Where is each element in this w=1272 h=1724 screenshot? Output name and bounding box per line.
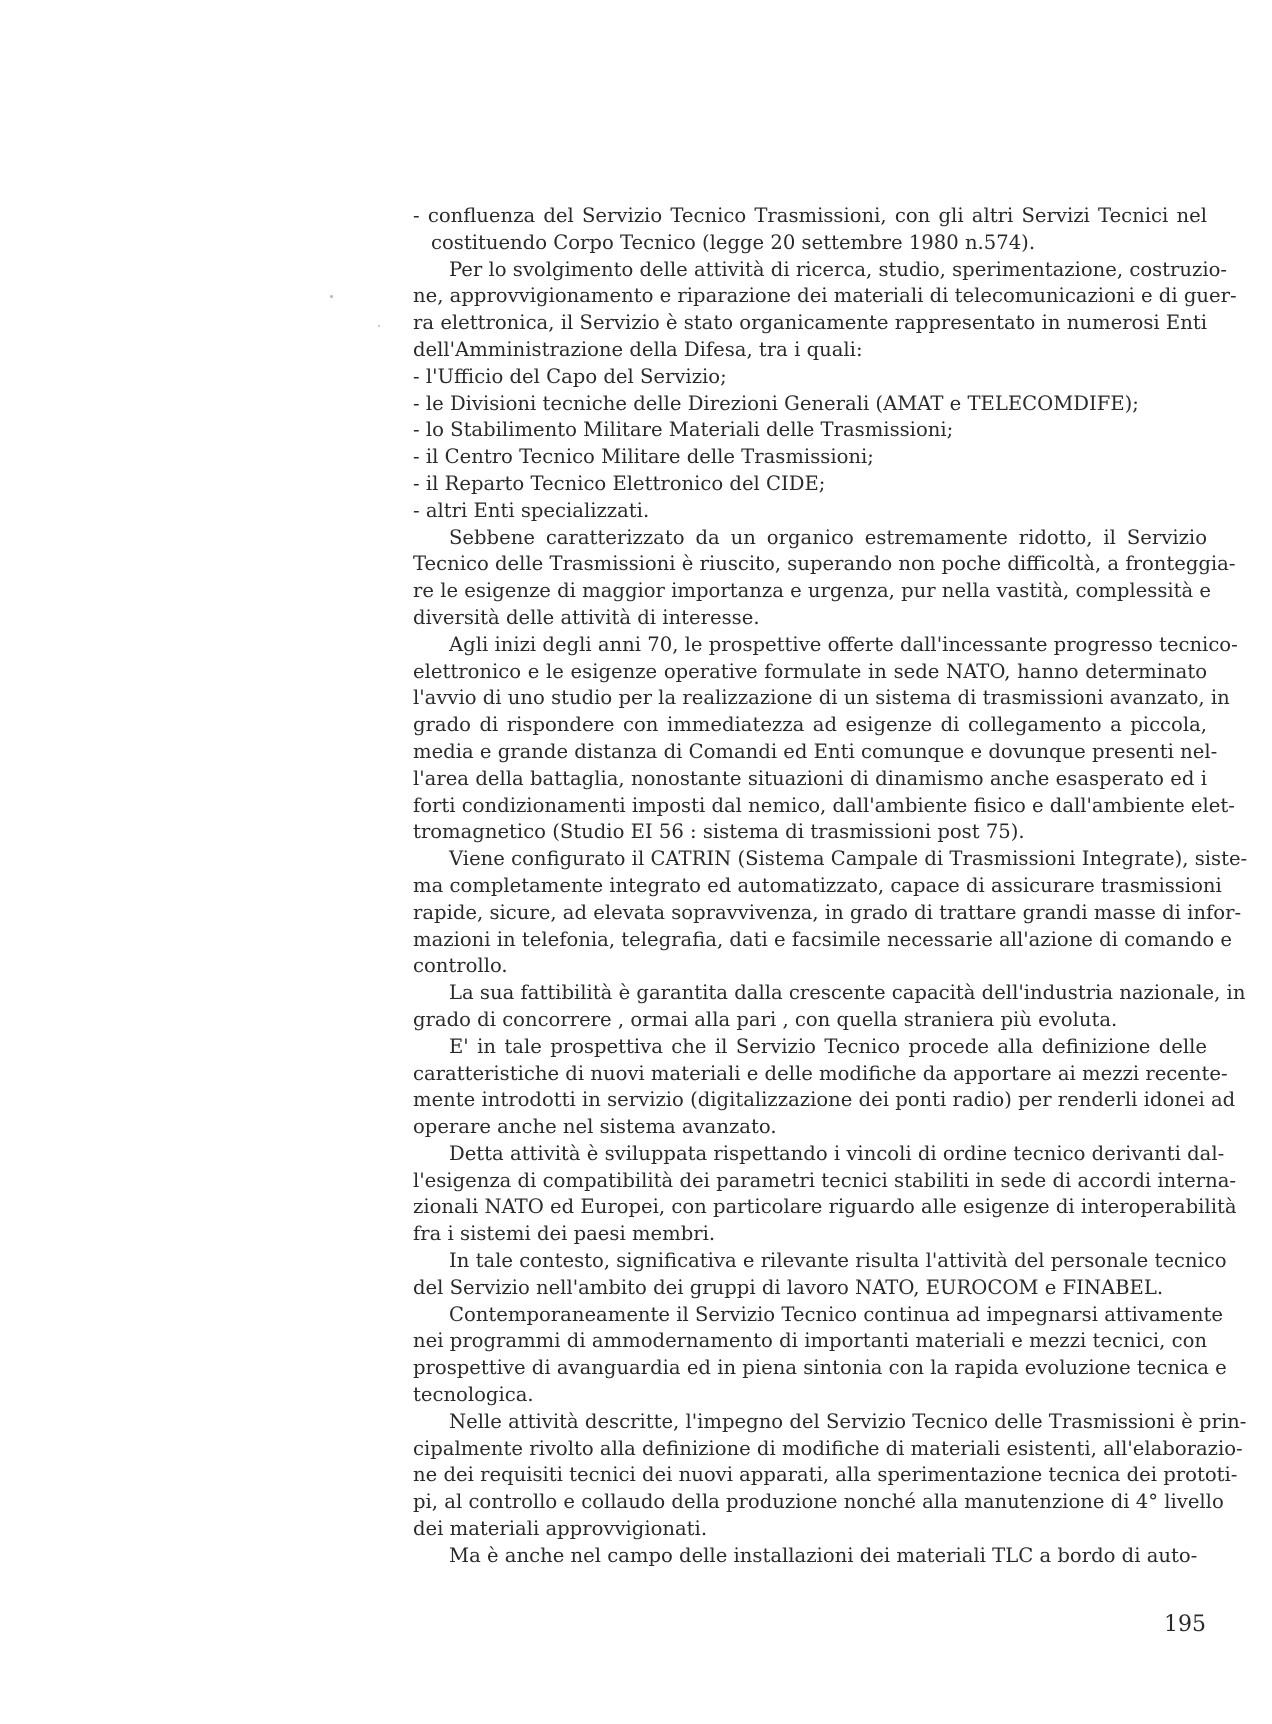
paragraph [413,525,1236,632]
text-line: cipalmente rivolto alla definizione di modifiche di materiali esistenti, all'elaborazio- [413,1436,1243,1460]
paragraph [413,417,1207,444]
text-line: grado di rispondere con immediatezza ad esigenze di collegamento a piccola, [413,713,1207,737]
paragraph [413,391,1207,418]
text-line: del Servizio nell'ambito dei gruppi di lavoro NATO, EUROCOM e FINABEL. [413,1275,1164,1299]
paragraph [413,1409,1247,1543]
text-line: fra i sistemi dei paesi membri. [413,1222,716,1246]
text-line: ne dei requisiti tecnici dei nuovi apparati, alla sperimentazione tecnica dei prototi- [413,1463,1238,1487]
scan-speck [378,325,380,327]
text-line: In tale contesto, significativa e rilevante risulta l'attività del personale tecnico [449,1249,1227,1273]
text-line: Viene configurato il CATRIN (Sistema Campale di Trasmissioni Integrate), siste- [449,847,1248,871]
text-line: controllo. [413,954,508,978]
text-line: mazioni in telefonia, telegrafia, dati e facsimile necessarie all'azione di comando e [413,927,1232,951]
text-line: grado di concorrere , ormai alla pari , con quella straniera più evoluta. [413,1007,1118,1031]
text-line: costituendo Corpo Tecnico (legge 20 settembre 1980 n.574). [431,230,1036,254]
text-line: ne, approvvigionamento e riparazione dei materiali di telecomunicazioni e di guer- [413,284,1237,308]
text-line: - le Divisioni tecniche delle Direzioni Generali (AMAT e TELECOMDIFE); [413,391,1139,415]
text-line: Sebbene caratterizzato da un organico estremamente ridotto, il Servizio [449,525,1207,549]
text-line: dell'Amministrazione della Difesa, tra i quali: [413,337,863,361]
paragraph [413,444,1207,471]
text-line: re le esigenze di maggior importanza e urgenza, pur nella vastità, complessità e [413,579,1212,603]
text-line: media e grande distanza di Comandi ed Enti comunque e dovunque presenti nel- [413,739,1218,763]
text-line: rapide, sicure, ad elevata sopravvivenza, in grado di trattare grandi masse di infor- [413,900,1242,924]
text-line: Per lo svolgimento delle attività di ricerca, studio, sperimentazione, costruzio- [449,257,1228,281]
text-line: l'area della battaglia, nonostante situazioni di dinamismo anche esasperato ed i [413,766,1207,790]
paragraph [413,471,1207,498]
text-line: - il Reparto Tecnico Elettronico del CIDE; [413,471,826,495]
text-line: E' in tale prospettiva che il Servizio Tecnico procede alla definizione delle [449,1034,1207,1058]
paragraph [413,1034,1236,1141]
text-line: prospettive di avanguardia ed in piena sintonia con la rapida evoluzione tecnica e [413,1356,1227,1380]
text-line: - lo Stabilimento Militare Materiali delle Trasmissioni; [413,418,954,442]
text-line: nei programmi di ammodernamento di importanti materiali e mezzi tecnici, con [413,1329,1207,1353]
text-line: dei materiali approvvigionati. [413,1517,708,1541]
text-line: operare anche nel sistema avanzato. [413,1115,777,1139]
paragraph [413,1543,1207,1570]
text-line: Tecnico delle Trasmissioni è riuscito, superando non poche difficoltà, a fronteggia- [413,552,1236,576]
scan-speck [330,295,333,298]
text-line: Agli inizi degli anni 70, le prospettive offerte dall'incessante progresso tecnico- [449,632,1238,656]
text-line: Detta attività è sviluppata rispettando i vincoli di ordine tecnico derivanti dal- [449,1141,1225,1165]
text-line: ra elettronica, il Servizio è stato organicamente rappresentato in numerosi Enti [413,311,1207,335]
text-line: zionali NATO ed Europei, con particolare riguardo alle esigenze di interoperabilità [413,1195,1237,1219]
text-line: l'avvio di uno studio per la realizzazione di un sistema di trasmissioni avanzato, in [413,686,1230,710]
text-line: tecnologica. [413,1383,534,1407]
text-line: - altri Enti specializzati. [413,498,650,522]
text-line: l'esigenza di compatibilità dei parametri tecnici stabiliti in sede di accordi interna- [413,1168,1237,1192]
text-line: Ma è anche nel campo delle installazioni dei materiali TLC a bordo di auto- [449,1543,1198,1567]
text-line: - il Centro Tecnico Militare delle Trasmissioni; [413,445,874,469]
text-line: mente introdotti in servizio (digitalizzazione dei ponti radio) per renderli idonei ad [413,1088,1236,1112]
text-line: Contemporaneamente il Servizio Tecnico continua ad impegnarsi attivamente [449,1302,1223,1326]
text-line: Nelle attività descritte, l'impegno del Servizio Tecnico delle Trasmissioni è prin- [449,1409,1247,1433]
paragraph [413,632,1238,846]
paragraph [413,1302,1227,1409]
text-line: ma completamente integrato ed automatizzato, capace di assicurare trasmissioni [413,873,1222,897]
paragraph [413,980,1246,1034]
text-line: - l'Ufficio del Capo del Servizio; [413,364,727,388]
paragraph [413,203,1207,257]
body-text [413,203,1248,1570]
text-line: tromagnetico (Studio EI 56 : sistema di trasmissioni post 75). [413,820,1025,844]
text-line: - confluenza del Servizio Tecnico Trasmissioni, con gli altri Servizi Tecnici nel [413,204,1207,227]
paragraph [413,1248,1227,1302]
paragraph [413,846,1248,980]
text-line: elettronico e le esigenze operative formulate in sede NATO, hanno determinato [413,659,1207,683]
paragraph [413,364,1207,391]
text-line: caratteristiche di nuovi materiali e delle modifiche da apportare ai mezzi recente- [413,1061,1228,1085]
text-line: diversità delle attività di interesse. [413,605,760,629]
paragraph [413,498,1207,525]
text-line: pi, al controllo e collaudo della produzione nonché alla manutenzione di 4° livello [413,1490,1224,1514]
text-line: La sua fattibilità è garantita dalla crescente capacità dell'industria nazionale, in [449,981,1246,1005]
paragraph [413,1141,1237,1248]
text-line: forti condizionamenti imposti dal nemico, dall'ambiente fisico e dall'ambiente elet- [413,793,1235,817]
paragraph [413,257,1237,364]
page-number: 195 [1164,1612,1206,1637]
